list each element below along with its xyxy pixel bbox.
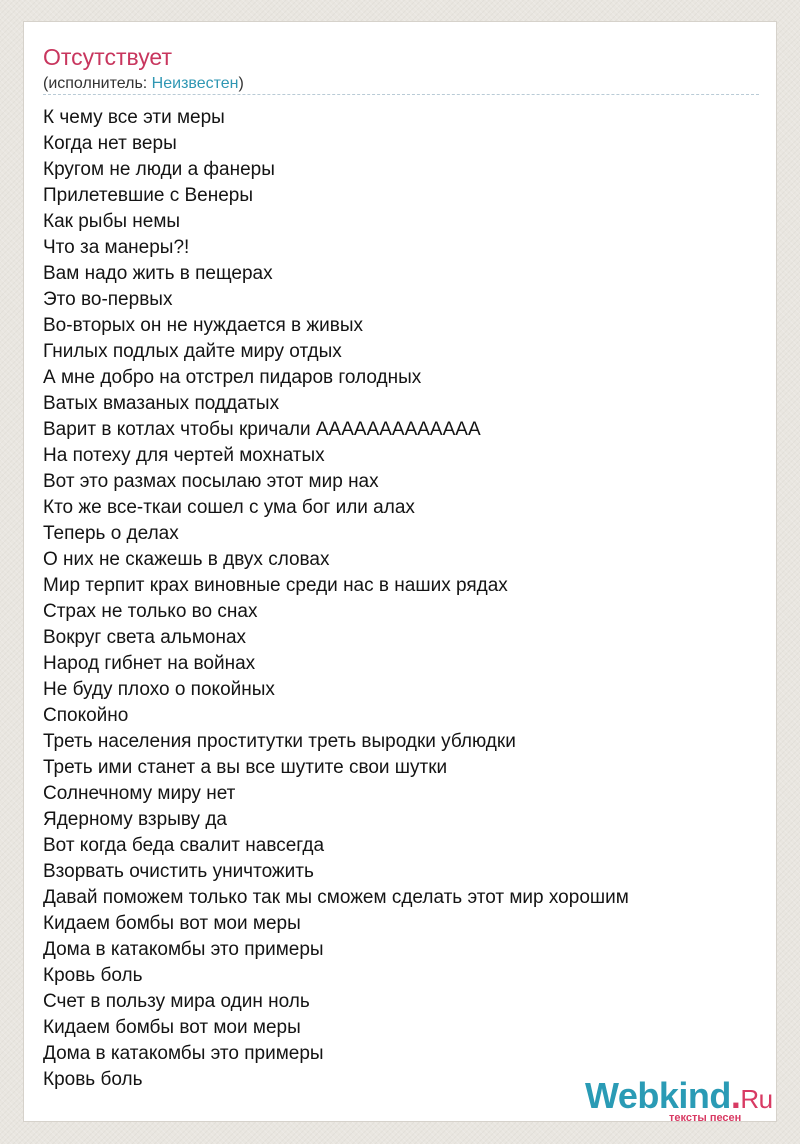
lyric-line: Как рыбы немы [43, 211, 181, 232]
lyric-line: Кто же все-ткаи сошел с ума бог или алах [43, 497, 415, 518]
logo-tld: Ru [740, 1084, 773, 1114]
lyric-line: Ядерному взрыву да [43, 809, 227, 830]
lyric-line: Что за манеры?! [43, 237, 190, 258]
lyric-line: Дома в катакомбы это примеры [43, 939, 324, 960]
lyric-line: Народ гибнет на войнах [43, 653, 256, 674]
lyrics-card [23, 21, 777, 1122]
lyric-line: Не буду плохо о покойных [43, 679, 275, 700]
lyric-line: Давай поможем только так мы сможем сделать этот мир хорошим [43, 887, 629, 908]
lyric-line: Теперь о делах [43, 523, 179, 544]
lyric-line: Кровь боль [43, 965, 143, 986]
lyric-line: Треть населения проститутки треть выродки ублюдки [43, 731, 516, 752]
lyric-line: Кровь боль [43, 1069, 143, 1090]
artist-link[interactable]: Неизвестен [151, 75, 239, 92]
artist-suffix: ) [238, 75, 244, 92]
lyric-line: Мир терпит крах виновные среди нас в наших рядах [43, 575, 508, 596]
lyric-line: Варит в котлах чтобы кричали ААААААААААААА [43, 419, 481, 440]
lyric-line: Вот когда беда свалит навсегда [43, 835, 325, 856]
logo-dot: . [730, 1075, 741, 1116]
lyric-line: Прилетевшие с Венеры [43, 185, 254, 206]
lyric-line: Счет в пользу мира один ноль [43, 991, 310, 1012]
lyric-line: Дома в катакомбы это примеры [43, 1043, 324, 1064]
lyric-line: Во-вторых он не нуждается в живых [43, 315, 363, 336]
artist-line [43, 74, 244, 94]
lyric-line: Кидаем бомбы вот мои меры [43, 1017, 301, 1038]
site-logo[interactable] [585, 1074, 781, 1124]
lyric-line: Вам надо жить в пещерах [43, 263, 273, 284]
lyric-line: Треть ими станет а вы все шутите свои шутки [43, 757, 448, 778]
lyric-line: Страх не только во снах [43, 601, 258, 622]
divider [43, 94, 759, 95]
lyric-line: Солнечному миру нет [43, 783, 236, 804]
lyric-line: Гнилых подлых дайте миру отдых [43, 341, 342, 362]
lyric-line: Вот это размах посылаю этот мир нах [43, 471, 379, 492]
lyric-line: К чему все эти меры [43, 107, 225, 128]
lyric-line: Взорвать очистить уничтожить [43, 861, 314, 882]
lyric-line: Вокруг света альмонах [43, 627, 247, 648]
lyric-line: Когда нет веры [43, 133, 177, 154]
logo-name: Webkind [585, 1075, 731, 1116]
lyric-line: А мне добро на отстрел пидаров голодных [43, 367, 422, 388]
lyric-line: Кидаем бомбы вот мои меры [43, 913, 301, 934]
lyric-line: Спокойно [43, 705, 129, 726]
song-title: Отсутствует [43, 44, 172, 70]
lyric-line: Это во-первых [43, 289, 173, 310]
lyrics-list [43, 105, 629, 1093]
lyric-line: На потеху для чертей мохнатых [43, 445, 325, 466]
lyric-line: Ватых вмазаных поддатых [43, 393, 280, 414]
lyric-line: Кругом не люди а фанеры [43, 159, 275, 180]
artist-prefix: (исполнитель: [43, 75, 152, 92]
logo-subtitle: тексты песен [669, 1112, 742, 1124]
lyric-line: О них не скажешь в двух словах [43, 549, 330, 570]
